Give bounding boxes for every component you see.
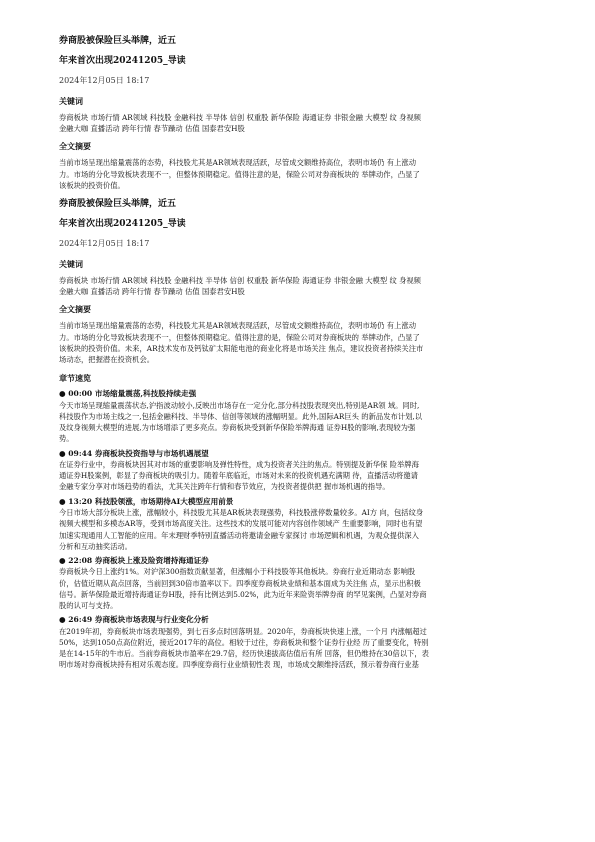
summary-line: 当前市场呈现出缩量震荡的态势，科技股尤其是AR领域表现活跃，尽管成交额维持高位，表明市场仍 有上涨动 [59, 321, 417, 331]
chapter-item [59, 497, 539, 552]
summary-heading: 全文摘要 [59, 141, 91, 152]
chapter-line: 加速实现通用人工智能的应用。年末理财季特别直播活动将邀请金融专家探讨 市场逻辑和机遇，为观众提供深入 [59, 530, 419, 540]
chapter-line: 在2019年初，券商板块市场表现强势，到七百多点时回落明显。2020年，券商板块快速上涨，一个月 内涨幅超过 [59, 626, 427, 636]
chapter-item [59, 615, 539, 670]
keywords-heading: 关键词 [59, 259, 83, 270]
chapter-title: ● 13:20 科技股领涨，市场期待AI大模型应用前景 [59, 496, 234, 506]
summary-line: 力。市场的分化导致板块表现不一，但整体预期稳定。值得注意的是，保险公司对券商板块的 举牌动作，凸显了 [59, 332, 420, 342]
summary-line: 该板块的投资价值。未来，AR技术发布及钙钛矿太阳能电池的商业化将是市场关注 焦点，建议投资者持续关注市 [59, 343, 424, 353]
chapter-line: 分析和互动抽奖活动。 [59, 541, 132, 551]
keywords-line: 金融大咖 直播活动 跨年行情 春节躁动 估值 国泰君安H股 [59, 287, 245, 297]
doc-title-line-2: 年来首次出现20241205_导读 [59, 219, 186, 230]
doc-block-1 [59, 36, 539, 191]
chapter-title: ● 00:00 市场缩量震荡,科技股持续走强 [59, 389, 197, 399]
chapter-line: 今日市场大部分板块上涨，涨幅较小，科技股尤其是AR板块表现强势，科技股涨停数量较多。AI方 向，包括纹身 [59, 508, 424, 518]
chapter-line: 今天市场呈现缩量震荡状态,沪指波动较小,反映出市场存在一定分化,部分科技股表现突出,特别是AR领 域。同时, [59, 400, 420, 410]
doc-title-line-1: 券商股被保险巨头举牌，近五 [59, 36, 177, 46]
keywords-line: 券商板块 市场行情 AR领域 科技股 金融科技 半导体 信创 权重股 新华保险 海通证券 非银金融 大模型 纹 身视频 [59, 113, 421, 122]
summary-paragraph [59, 320, 539, 365]
keywords-heading: 关键词 [59, 96, 83, 106]
chapter-list [59, 389, 539, 670]
doc-date: 2024年12月05日 18:17 [59, 239, 150, 249]
chapter-item [59, 556, 539, 611]
summary-line: 力。市场的分化导致板块表现不一，但整体预期稳定。值得注意的是，保险公司对券商板块的 举牌动作，凸显了 [59, 169, 420, 179]
chapter-line: 信号。新华保险最近增持海通证券H股，持有比例达到5.02%，此为近年来险资举牌券商 的罕见案例，凸显对券商 [59, 589, 427, 599]
chapter-line: 及纹身视频大模型的进展,为市场增添了更多亮点。券商板块受到新华保险举牌海通 证券H股的影响,表现较为强 [59, 423, 416, 433]
doc-title-line-2: 年来首次出现20241205_导读 [59, 56, 186, 66]
chapter-line: 是在14-15年的牛市后。当前券商板块市盈率在29.7倍，经历快速拔高估值后有所 回落，但仍维持在30倍以下，表 [59, 649, 429, 659]
keywords-line: 券商板块 市场行情 AR领域 科技股 金融科技 半导体 信创 权重股 新华保险 海通证券 非银金融 大模型 纹 身视频 [59, 276, 421, 286]
chapter-line: 科技股作为市场主线之一,包括金融科技、半导体、信创等领域的涨幅明显。此外,国际AR巨头 的新品发布计划,以 [59, 411, 422, 421]
chapter-item [59, 449, 539, 493]
chapter-line: 50%，达到1050点高位附近，接近2017年的高位。相较于过往，券商板块和整个证券行业经 历了重要变化，特别 [59, 637, 429, 647]
chapter-title: ● 09:44 券商板块投资指导与市场机遇展望 [59, 448, 209, 458]
chapter-title: ● 26:49 券商板块市场表现与行业变化分析 [59, 615, 209, 625]
summary-line: 该板块的投资价值。 [59, 180, 125, 190]
chapter-line: 金融专家分享对市场趋势的看法，尤其关注跨年行情和春节效应，为投资者提供把 握市场机遇的指导。 [59, 482, 390, 492]
document-page [59, 36, 539, 671]
doc-title-line-1: 券商股被保险巨头举牌，近五 [59, 199, 177, 210]
chapter-line: 明市场对券商板块持有相对乐观态度。四季度券商行业业绩韧性表 现，市场成交额维持活跃，预示着券商行业基 [59, 660, 419, 670]
summary-line: 当前市场呈现出缩量震荡的态势，科技股尤其是AR领域表现活跃，尽管成交额维持高位，表明市场仍 有上涨动 [59, 158, 417, 168]
summary-line: 场动态，把握潜在投资机会。 [59, 355, 155, 365]
chapters-heading: 章节速览 [59, 373, 91, 384]
chapter-line: 势。 [59, 434, 74, 444]
chapter-line: 通证券H股案例，彰显了券商板块的吸引力。随着年底临近，市场对未来的投资机遇充满期 待，直播活动将邀请 [59, 471, 418, 481]
chapter-line: 券商板块今日上涨约1%。对沪深300指数贡献显著，但涨幅小于科技股等其他板块。券商行业近期动态 影响股 [59, 567, 416, 577]
keywords-line: 金融大咖 直播活动 跨年行情 春节躁动 估值 国泰君安H股 [59, 124, 245, 134]
chapter-line: 视频大模型和多模态AR等，受到市场高度关注。这些技术的发展可能对内容创作领域产 生重要影响，同时也有望 [59, 519, 423, 529]
summary-heading: 全文摘要 [59, 304, 91, 315]
chapter-line: 股的认可与支持。 [59, 601, 118, 611]
doc-block-2 [59, 199, 539, 365]
chapter-line: 价，估值近期从高点回落，当前回到30倍市盈率以下。四季度券商板块业绩和基本面成为关注焦 点，显示出积极 [59, 578, 421, 588]
doc-date: 2024年12月05日 18:17 [59, 76, 150, 85]
chapter-title: ● 22:08 券商板块上涨及险资增持海通证券 [59, 555, 209, 565]
chapter-item [59, 389, 539, 444]
summary-paragraph [59, 157, 539, 191]
chapter-line: 在证券行业中，券商板块因其对市场的重要影响及弹性特性，成为投资者关注的焦点。特别提及新华保 险举牌海 [59, 460, 419, 470]
